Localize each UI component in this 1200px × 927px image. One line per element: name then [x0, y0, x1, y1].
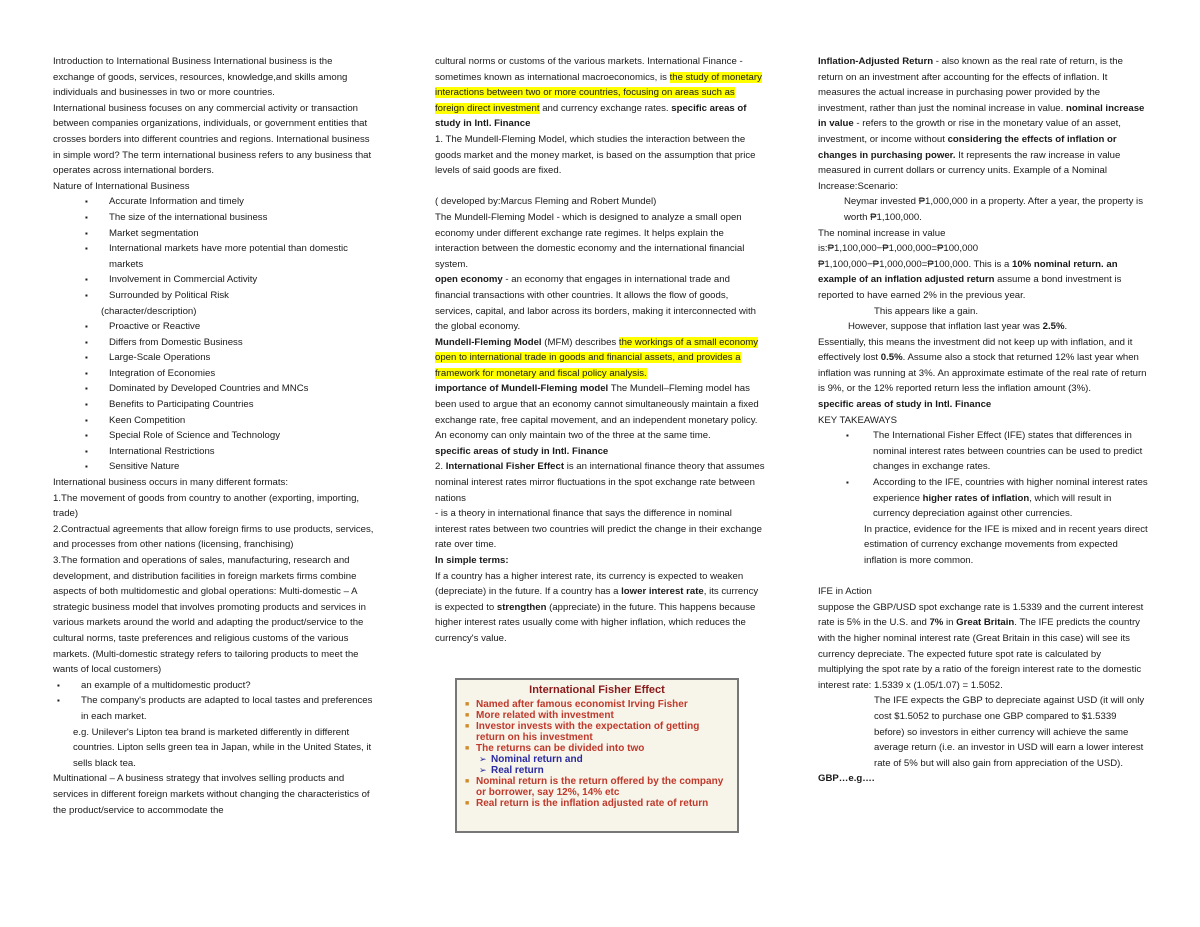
finance-paragraph: [435, 54, 765, 132]
action-3: . The IFE predicts the country with the higher nominal interest rate (Great Britain in this case) will see its currency depreciate. The expected future spot rate is calculated by multiplying the spot rate by a ratio of the foreign interest rate to the domestic interest rate: 1.5339 x (1.05/1.07) = 1.5052.: [818, 617, 1142, 691]
list-item: ▪ Surrounded by Political Risk: [53, 288, 375, 304]
list-item: ▪ International Restrictions: [53, 444, 375, 460]
list-item: ▪ Benefits to Participating Countries: [53, 397, 375, 413]
slide-sub-point: ➢ Real return: [465, 765, 729, 776]
simple-text-2: , its currency is expected to: [435, 586, 759, 613]
nominal-end: It represents the raw increase in value measured in current dollars or currency units. Example of a Nominal Increase:Scenario:: [818, 149, 1121, 192]
slide-point: ■ Real return is the inflation adjusted rate of return: [465, 798, 729, 809]
slide-sub-point: ➢ Nominal return and: [465, 754, 729, 765]
ife-term: International Fisher Effect: [445, 461, 565, 473]
kt2-b: , which will result in currency depreciation against other currencies.: [873, 492, 1112, 520]
slide-point: ■ Named after famous economist Irving Fisher: [465, 699, 729, 710]
iar-paragraph: [818, 54, 1148, 194]
developed-by: ( developed by:Marcus Fleming and Robert Mundel): [435, 196, 657, 208]
list-item: ▪ The company's products are adapted to local tastes and preferences in each market.: [53, 693, 375, 724]
list-item: ▪ an example of a multidomestic product?: [53, 678, 375, 694]
simple-lower: lower interest rate: [621, 586, 704, 598]
column-3: [818, 54, 1148, 787]
slide-point: ■ More related with investment: [465, 710, 729, 721]
column-1: [53, 54, 375, 818]
format-3: [53, 553, 375, 678]
kt2-bold: higher rates of inflation: [922, 492, 1030, 504]
iar-term: Inflation-Adjusted Return: [818, 56, 934, 67]
action-gb: Great Britain: [956, 617, 1015, 629]
mundell-fleming-1: 1. The Mundell-Fleming Model, which studies the interaction between the goods market and the money market, is based on the assumption that price levels of said goods are fixed.: [435, 133, 756, 177]
slide-point: ■ The returns can be divided into two: [465, 743, 729, 754]
expects-text: The IFE expects the GBP to depreciate against USD (it will only cost $1.5052 to purchase one GBP compared to $1.5339 before) so investors in either currency will achieve the same average return (i.e. an investor in USD will earn a lower interest rate of 5% but will also gain from appreciation of the USD).: [874, 695, 1145, 769]
formats-title: International business occurs in many different formats:: [53, 477, 288, 489]
nominal-increase-title: The nominal increase in value: [818, 227, 946, 239]
action-2: in: [946, 617, 954, 629]
list-item: ▪ The size of the international business: [53, 210, 375, 226]
nominal-pct: 10%: [1012, 258, 1032, 270]
ife-action-title: IFE in Action: [818, 586, 872, 598]
ife-action-text: [818, 600, 1148, 694]
slide-point: ■ Nominal return is the return offered by the company or borrower, say 12%, 14% etc: [465, 776, 729, 798]
nominal-def: - refers to the growth or rise in the monetary value of an asset, investment, or income without: [818, 118, 1121, 145]
format-3-bold: firms combine aspects of both multidomestic and global operations:: [53, 570, 357, 598]
practice-text: In practice, evidence for the IFE is mixed and in recent years direct estimation of currency exchange movements from expected inflation is more common.: [864, 523, 1148, 566]
importance-term: importance of Mundell-Fleming model: [435, 383, 609, 395]
format-1: 1.The movement of goods from country to another (exporting, importing, trade): [53, 492, 360, 520]
open-economy-term: open economy: [435, 274, 503, 286]
multidomestic-list: [53, 678, 375, 725]
mfm-term: Mundell-Fleming Model: [435, 336, 542, 348]
column-2: [435, 54, 765, 647]
open-economy: [435, 272, 765, 334]
nominal-end-text: nominal return.: [1033, 258, 1104, 270]
nominal-bold: considering the effects of inflation or changes in purchasing power.: [818, 133, 1117, 161]
essentially-text: Essentially, this means the investment did not keep up with inflation, and it effectively lost 0.5%. Assume also a stock that returned 12% last year when inflation was running at 3%. An approximate estimate of the real rate of return is 9%, or the 12% reported return less the inflation amount (3%).: [818, 336, 1147, 395]
stock-text: Assume also a stock that returned 12% last year when inflation was running at 3%. An approximate estimate of the real rate of return is 9%, or the 12% reported return less the inflation amount (3%).: [818, 352, 1147, 395]
list-item: ▪ Sensitive Nature: [53, 459, 375, 475]
ife-definition: is an international finance theory that assumes nominal interest rates mirror fluctuations in the spot exchange rate between nations: [435, 461, 765, 504]
ife-paragraph: [435, 459, 765, 506]
slide-point: ■ Investor invests with the expectation of getting return on his investment: [465, 721, 729, 743]
iar-def: - also known as the real rate of return, is the return on an investment after accounting for the effects of inflation. It measures the actual increase in purchasing power provided by the investment, rather than just the nominal increase in value.: [818, 56, 1123, 114]
simple-text-3: (appreciate) in the future. This happens because higher interest rates usually come with higher inflation, which reduces the currency's value.: [435, 601, 756, 644]
nature-list-2: [53, 319, 375, 475]
nature-note: (character/description): [101, 305, 197, 317]
list-item: ▪ Involvement in Commercial Activity: [53, 272, 375, 288]
key-takeaways-title: KEY TAKEAWAYS: [818, 414, 898, 426]
example-text: assume a bond investment is reported to have earned 2% in the previous year.: [818, 274, 1122, 301]
takeaways-list: [818, 428, 1148, 522]
simple-strengthen: strengthen: [496, 601, 547, 613]
example-bold: an example of an inflation adjusted return: [818, 258, 1118, 286]
multidomestic-definition: Multi-domestic – A strategic business model that involves promoting products and services in various markets around the world and adapting the product/service to the cultural norms, taste preferences and religious customs of the various markets. (Multi-domestic strategy refers to tailoring products to meet the wants of local customers): [53, 586, 367, 676]
open-economy-def: - an economy that engages in international trade and financial transactions with other countries. It allows the flow of goods, services, capital, and labor across its borders, making it interconnected with the global economy.: [435, 274, 757, 333]
list-item: ▪ Integration of Economies: [53, 366, 375, 382]
areas-title: specific areas of study in Intl. Finance: [435, 102, 747, 130]
intro-paragraph-1: Introduction to International Business International business is the exchange of goods, services, resources, knowledge,and skills among individuals and businesses in two or more countries.: [53, 56, 348, 99]
list-item: ▪ Large-Scale Operations: [53, 350, 375, 366]
simple-terms-text: [435, 569, 765, 647]
importance-text: The Mundell–Fleming model has been used to argue that an economy cannot simultaneously maintain a fixed exchange rate, free capital movement, and an independent monetary policy. An economy can only maintain two of the three at the same time.: [435, 383, 759, 442]
however-pct: 2.5%: [1042, 321, 1065, 333]
ife-number: 2.: [435, 461, 444, 473]
list-item: ▪ Keen Competition: [53, 413, 375, 429]
action-1: suppose the GBP/USD spot exchange rate is 1.5339 and the current interest rate is 5% in the U.S. and: [818, 601, 1144, 629]
fisher-effect-slide: [455, 678, 739, 833]
nominal-calc-2: [818, 257, 1148, 304]
kt2-a: According to the IFE, countries with higher nominal interest rates experience: [873, 477, 1148, 504]
list-item: [818, 475, 1148, 522]
list-item: ▪ Market segmentation: [53, 226, 375, 242]
multinational-definition: Multinational – A business strategy that involves selling products and services in different foreign markets without changing the characteristics of the product/service to accommodate the: [53, 773, 370, 816]
finance-intro: cultural norms or customs of the various markets. International Finance - sometimes known as international macroeconomics, is: [435, 56, 743, 83]
mfm-mid: (MFM) describes: [544, 336, 617, 348]
essentially-main: Essentially, this means the investment did not keep up with inflation, and it effectively lost: [818, 336, 1133, 364]
nature-title: Nature of International Business: [53, 180, 190, 192]
areas-title-3: specific areas of study in Intl. Finance: [818, 399, 992, 411]
mundell-fleming-desc: The Mundell-Fleming Model - which is designed to analyze a small open economy under different exchange rate regimes. It helps explain the interaction between the domestic economy and the international financial system.: [435, 211, 745, 270]
nature-list: [53, 194, 375, 303]
importance-paragraph: [435, 381, 765, 443]
slide-title: International Fisher Effect: [529, 684, 665, 696]
simple-text-1: If a country has a higher interest rate, its currency is expected to weaken (depreciate) in the future. If a country has a: [435, 570, 744, 598]
mfm-paragraph: [435, 335, 765, 382]
list-item: ▪ Dominated by Developed Countries and MNCs: [53, 381, 375, 397]
list-item: ▪ Differs from Domestic Business: [53, 335, 375, 351]
list-item: ▪ Proactive or Reactive: [53, 319, 375, 335]
format-2: 2.Contractual agreements that allow foreign firms to use products, services, and processes from other nations (licensing, franchising): [53, 523, 374, 551]
finance-end: and currency exchange rates.: [542, 102, 669, 114]
list-item: ▪ International markets have more potential than domestic markets: [53, 241, 375, 272]
nominal-term: nominal increase in value: [818, 102, 1145, 130]
action-7: 7%: [929, 617, 944, 629]
list-item: ▪ Special Role of Science and Technology: [53, 428, 375, 444]
ife-definition-2: - is a theory in international finance that says the difference in nominal interest rates between two countries will predict the change in their exchange rate over time.: [435, 508, 762, 551]
simple-terms-title: In simple terms:: [435, 555, 509, 566]
lost-pct: 0.5%: [880, 352, 903, 364]
lipton-example: e.g. Unilever's Lipton tea brand is marketed differently in different countries. Lipton sells green tea in Japan, while in the United States, it sells black tea.: [73, 726, 372, 769]
intro-paragraph-2: International business focuses on any commercial activity or transaction between companies organizations, individuals, or government entities that crosses borders into different countries and regions. International business in simple word? The term international business refers to any business that operates across international borders.: [53, 102, 372, 177]
list-item: ▪ Accurate Information and timely: [53, 194, 375, 210]
list-item: ▪ The International Fisher Effect (IFE) states that differences in nominal interest rates between countries can be used to predict changes in exchange rates.: [818, 428, 1148, 475]
format-3-text: 3.The formation and operations of sales, manufacturing, research and development, and distribution facilities in foreign markets: [53, 555, 350, 582]
nominal-calc-2-text: ₱1,100,000−₱1,000,000=₱100,000. This is a: [818, 258, 1010, 270]
however-text: However, suppose that inflation last year was 2.5%.: [848, 321, 1068, 333]
nominal-calc-1: is:₱1,100,000−₱1,000,000=₱100,000: [818, 243, 979, 255]
mfm-highlight: the workings of a small economy open to international trade in goods and financial assets, and provides a framework for monetary and fiscal policy analysis.: [435, 336, 759, 379]
however-main: However, suppose that inflation last year was: [848, 321, 1040, 333]
scenario: Neymar invested ₱1,000,000 in a property. After a year, the property is worth ₱1,100,000.: [844, 196, 1143, 223]
finance-highlight: the study of monetary interactions between two or more countries, focusing on areas such as foreign direct investment: [435, 71, 762, 114]
areas-title-2: specific areas of study in Intl. Finance: [435, 445, 609, 457]
gbp-example: GBP…e.g….: [818, 773, 875, 785]
gain-text: This appears like a gain.: [874, 305, 978, 317]
